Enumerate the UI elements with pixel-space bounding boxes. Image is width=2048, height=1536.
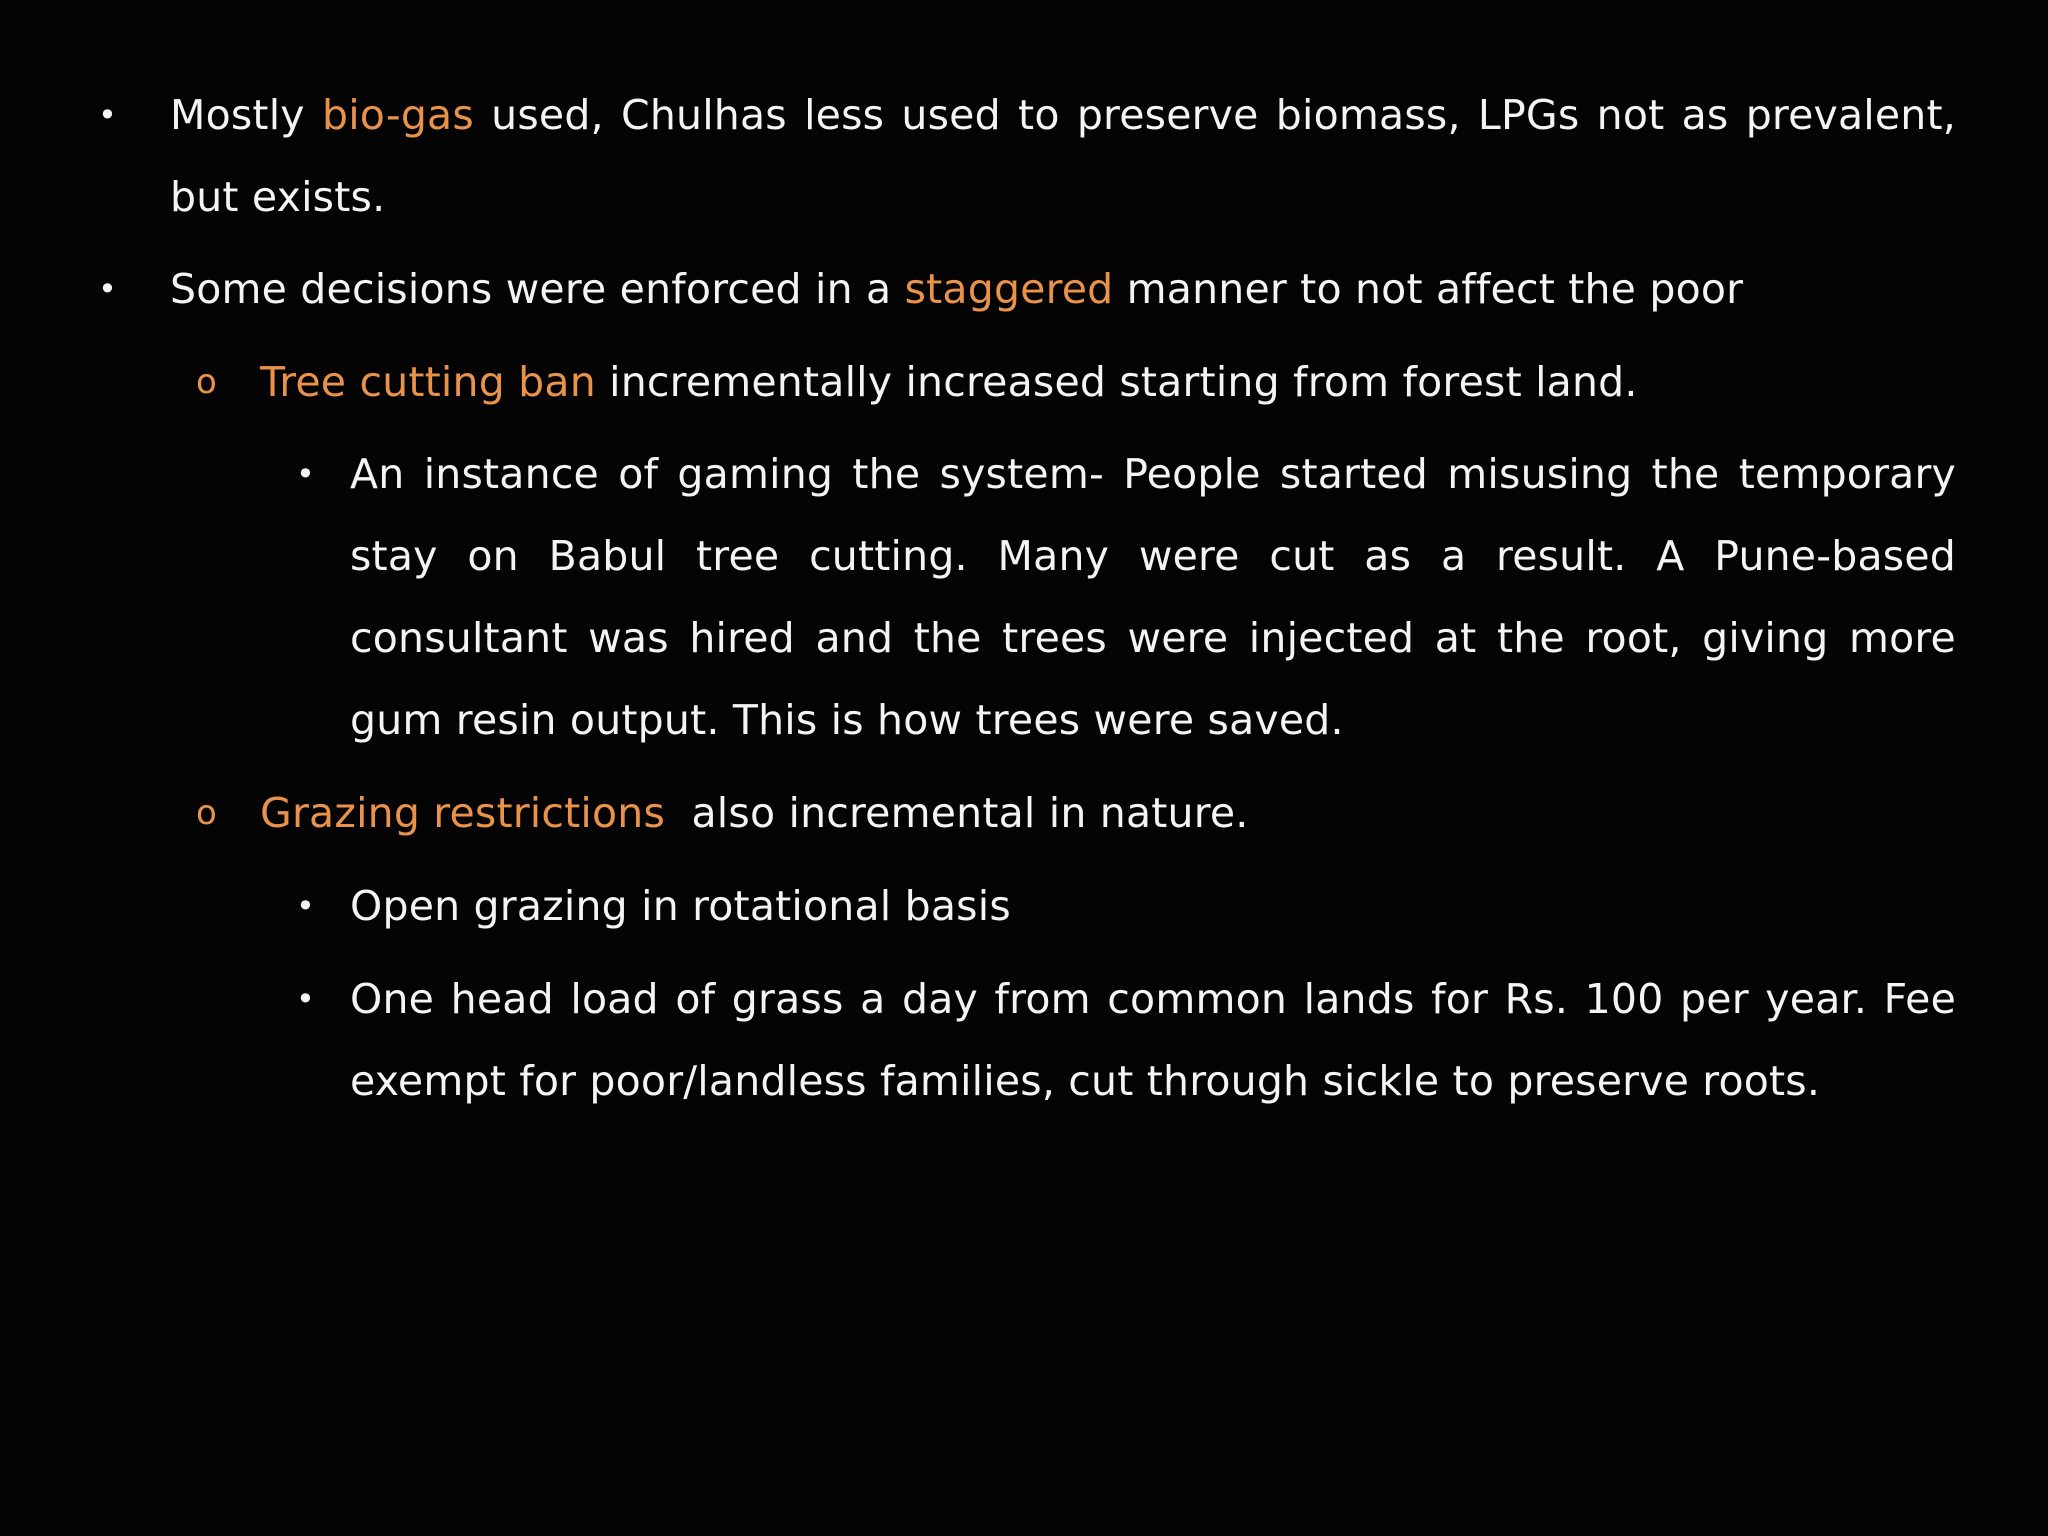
bullet-marker: o: [196, 362, 218, 402]
bullet-staggered: [98, 248, 1956, 330]
highlight-tree-cutting-ban: Tree cutting ban: [260, 358, 596, 406]
bullet-text-pre: Some decisions were enforced in a: [170, 265, 905, 313]
bullet-text-post: used, Chulhas less used to preserve biomass, LPGs not as prevalent, but exists.: [170, 91, 1956, 221]
bullet-text-post: manner to not affect the poor: [1113, 265, 1744, 313]
bullet-marker: •: [98, 96, 118, 134]
bullet-text: An instance of gaming the system- People started misusing the temporary stay on Babul tree cutting. Many were cut as a result. A Pune-based consultant was hired and the trees were injected at the root, giving more gum resin output. This is how trees were saved.: [350, 450, 1956, 744]
bullet-text-post: incrementally increased starting from forest land.: [595, 358, 1638, 406]
bullet-marker: o: [196, 793, 218, 833]
detail-gaming-the-system: [296, 433, 1956, 761]
bullet-marker: •: [296, 887, 316, 925]
highlight-bio-gas: bio-gas: [321, 91, 474, 139]
bullet-text-pre: Mostly: [170, 91, 322, 139]
detail-open-grazing: [296, 865, 1956, 947]
highlight-staggered: staggered: [904, 265, 1114, 313]
bullet-marker: •: [98, 270, 118, 308]
bullet-marker: •: [296, 455, 316, 493]
bullet-marker: •: [296, 980, 316, 1018]
detail-head-load-fee: [296, 958, 1956, 1122]
bullet-biogas: [98, 74, 1956, 238]
highlight-grazing-restrictions: Grazing restrictions: [260, 789, 666, 837]
bullet-text: One head load of grass a day from common lands for Rs. 100 per year. Fee exempt for poor/landless families, cut through sickle to preserve roots.: [350, 975, 1956, 1105]
sub-bullet-tree-cutting-ban: [196, 341, 1956, 423]
sub-bullet-grazing-restrictions: [196, 772, 1956, 854]
bullet-text-post: also incremental in nature.: [665, 789, 1249, 837]
bullet-text: Open grazing in rotational basis: [350, 882, 1011, 930]
